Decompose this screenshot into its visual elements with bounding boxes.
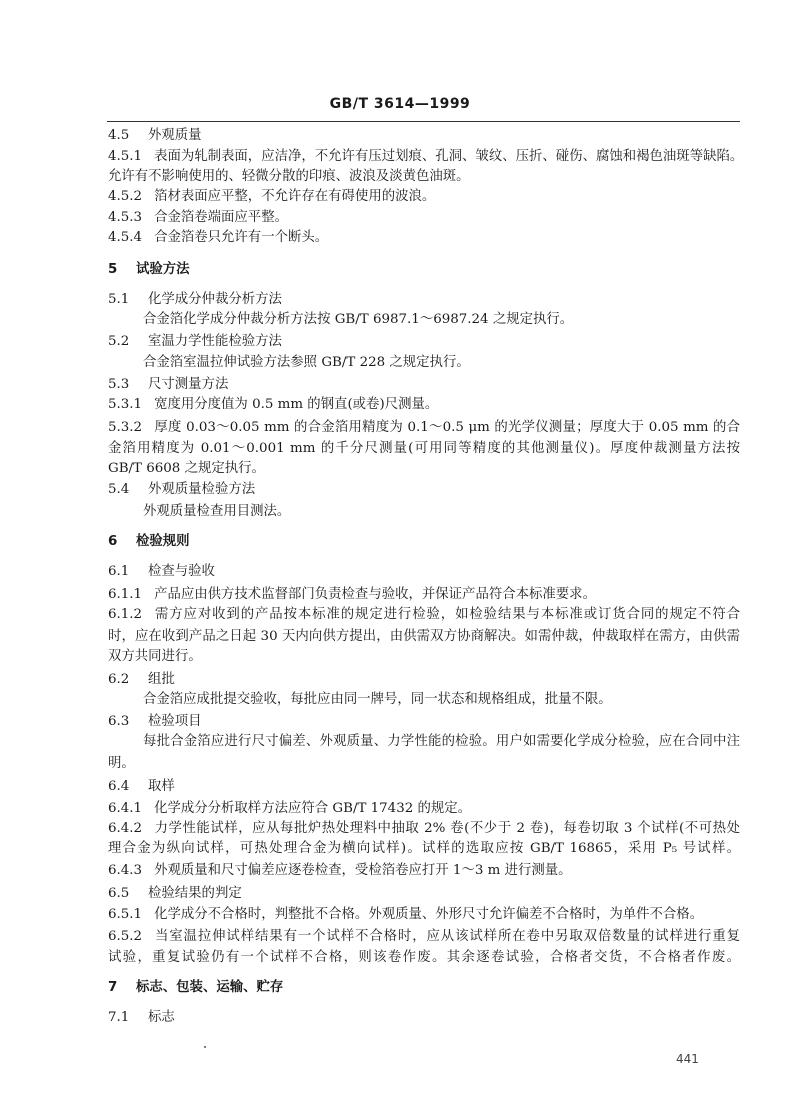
clause-text: 宽度用分度值为 0.5 mm 的钢直(或卷)尺测量。 <box>154 397 439 412</box>
clause <box>108 606 740 624</box>
clause-text: 每批合金箔应进行尺寸偏差、外观质量、力学性能的检验。用户如需要化学成分检验，应在合同中注 <box>143 734 740 749</box>
clause <box>108 229 740 247</box>
clause-number: 6.4.3 <box>108 863 143 878</box>
clause-number: 6.1 <box>108 564 130 579</box>
clause <box>108 800 740 818</box>
scan-speck <box>204 1046 206 1048</box>
clause-text <box>143 354 740 372</box>
clause-text: 合金箔卷端面应平整。 <box>154 210 288 225</box>
clause-text <box>108 440 740 458</box>
clause-number: 4.5.1 <box>108 149 143 164</box>
clause-text: 取样 <box>148 779 175 794</box>
clause <box>108 419 740 437</box>
clause-text: 检验结果的判定 <box>148 886 242 901</box>
clause-text: 厚度 0.03～0.05 mm 的合金箔用精度为 0.1～0.5 μm 的光学仪测量；厚度大于 0.05 mm 的合 <box>154 420 740 435</box>
clause <box>108 291 740 309</box>
clause-text <box>108 628 740 646</box>
clause-text <box>108 755 740 773</box>
clause-text: 金箔用精度为 0.01～0.001 mm 的千分尺测量(可用同等精度的其他测量仪)。厚度仲裁测量方法按 <box>108 441 740 456</box>
clause-text: 外观质量检验方法 <box>148 482 256 497</box>
clause-number: 4.5.4 <box>108 230 143 245</box>
clause <box>108 1009 740 1027</box>
clause-text: 明。 <box>108 756 135 771</box>
clause-text <box>108 648 740 666</box>
clause-number: 5.2 <box>108 334 130 349</box>
clause-text <box>143 311 740 329</box>
clause-text: 表面为轧制表面，应洁净，不允许有压过划痕、孔洞、皱纹、压折、碰伤、腐蚀和褐色油斑等缺陷。 <box>154 149 744 164</box>
clause-text: 外观质量检查用目测法。 <box>143 504 291 519</box>
clause-text: 力学性能试样，应从每批炉热处理料中抽取 2% 卷(不少于 2 卷)，每卷切取 3 个试样(不可热处 <box>154 821 740 836</box>
clause <box>108 333 740 351</box>
clause <box>108 885 740 903</box>
section-heading <box>108 979 740 997</box>
clause-number: 4.5.2 <box>108 189 143 204</box>
section-heading <box>108 261 740 279</box>
clause <box>108 188 740 206</box>
clause-number: 4.5.3 <box>108 210 143 225</box>
clause-text: GB/T 6608 之规定执行。 <box>108 461 265 476</box>
clause-text: 当室温拉伸试样结果有一个试样不合格时，应从该试样所在卷中另取双倍数量的试样进行重复 <box>154 929 740 944</box>
clause-text <box>143 691 740 709</box>
clause-number: 5.4 <box>108 482 130 497</box>
clause <box>108 376 740 394</box>
clause-text: 外观质量 <box>148 128 202 143</box>
clause-text: 产品应由供方技术监督部门负责检查与验收，并保证产品符合本标准要求。 <box>154 587 596 602</box>
clause-number: 5.3.2 <box>108 420 143 435</box>
clause-number: 6.4.1 <box>108 801 143 816</box>
page-number: 441 <box>676 1052 699 1066</box>
clause-number: 6.2 <box>108 672 130 687</box>
clause-text: 合金箔化学成分仲裁分析方法按 GB/T 6987.1～6987.24 之规定执行。 <box>143 312 574 327</box>
clause <box>108 127 740 145</box>
clause-number: 6.5.1 <box>108 907 143 922</box>
clause-number: 6 <box>108 534 118 549</box>
clause <box>108 820 740 838</box>
clause-text: 检验规则 <box>136 534 190 549</box>
clause-text <box>143 733 740 751</box>
clause-text: 合金箔室温拉伸试验方法参照 GB/T 228 之规定执行。 <box>143 355 470 370</box>
clause-number: 6.1.2 <box>108 607 143 622</box>
clause-text: 检验项目 <box>148 714 202 729</box>
clause-number: 6.4.2 <box>108 821 143 836</box>
clause-number: 6.5.2 <box>108 929 143 944</box>
clause-text <box>108 168 740 186</box>
clause-text: 试验方法 <box>136 262 190 277</box>
clause <box>108 481 740 499</box>
clause <box>108 713 740 731</box>
clause-text: 合金箔应成批提交验收，每批应由同一牌号，同一状态和规格组成，批量不限。 <box>143 692 612 707</box>
section-heading <box>108 533 740 551</box>
clause-text: 箔材表面应平整，不允许存在有碍使用的波浪。 <box>154 189 436 204</box>
clause-text: 化学成分仲裁分析方法 <box>148 292 282 307</box>
clause-text <box>108 840 740 858</box>
clause-text: 标志、包装、运输、贮存 <box>136 980 284 995</box>
clause <box>108 586 740 604</box>
clause-text: 允许有不影响使用的、轻微分散的印痕、波浪及淡黄色油斑。 <box>108 169 470 184</box>
clause-text: 标志 <box>148 1010 175 1025</box>
clause-text <box>143 503 740 521</box>
clause-number: 6.4 <box>108 779 130 794</box>
clause <box>108 671 740 689</box>
standard-header: GB/T 3614—1999 <box>329 96 471 112</box>
clause-number: 4.5 <box>108 128 130 143</box>
clause-number: 7.1 <box>108 1010 130 1025</box>
clause <box>108 778 740 796</box>
clause-text: 检查与验收 <box>148 564 215 579</box>
clause-number: 5 <box>108 262 118 277</box>
clause <box>108 906 740 924</box>
clause <box>108 396 740 414</box>
clause <box>108 148 744 166</box>
clause-text: 理合金为纵向试样，可热处理合金为横向试样)。试样的选取应按 GB/T 16865，采用 P₅ 号试样。 <box>108 841 740 856</box>
clause-text: 双方共同进行。 <box>108 649 202 664</box>
clause-text: 室温力学性能检验方法 <box>148 334 282 349</box>
clause-text: 需方应对收到的产品按本标准的规定进行检验，如检验结果与本标准或订货合同的规定不符合 <box>154 607 740 622</box>
header-rule <box>107 121 740 122</box>
clause-text: 外观质量和尺寸偏差应逐卷检查，受检箔卷应打开 1～3 m 进行测量。 <box>154 863 572 878</box>
clause-number: 5.3 <box>108 377 130 392</box>
clause-text: 化学成分分析取样方法应符合 GB/T 17432 的规定。 <box>154 801 472 816</box>
clause-number: 6.5 <box>108 886 130 901</box>
clause-text: 尺寸测量方法 <box>148 377 229 392</box>
clause-text <box>108 949 740 967</box>
clause-text: 时，应在收到产品之日起 30 天内向供方提出，由供需双方协商解决。如需仲裁，仲裁取样在需方，由供需 <box>108 629 740 644</box>
clause-text: 组批 <box>148 672 175 687</box>
clause-number: 5.1 <box>108 292 130 307</box>
clause <box>108 928 740 946</box>
clause <box>108 563 740 581</box>
clause-text: 化学成分不合格时，判整批不合格。外观质量、外形尺寸允许偏差不合格时，为单件不合格。 <box>154 907 704 922</box>
clause-text <box>108 460 740 478</box>
clause-number: 6.3 <box>108 714 130 729</box>
clause-text: 合金箔卷只允许有一个断头。 <box>154 230 329 245</box>
clause <box>108 862 740 880</box>
clause <box>108 209 740 227</box>
clause-text: 试验，重复试验仍有一个试样不合格，则该卷作废。其余逐卷试验，合格者交货，不合格者作废。 <box>108 950 740 965</box>
clause-number: 5.3.1 <box>108 397 143 412</box>
clause-number: 7 <box>108 980 118 995</box>
clause-number: 6.1.1 <box>108 587 143 602</box>
